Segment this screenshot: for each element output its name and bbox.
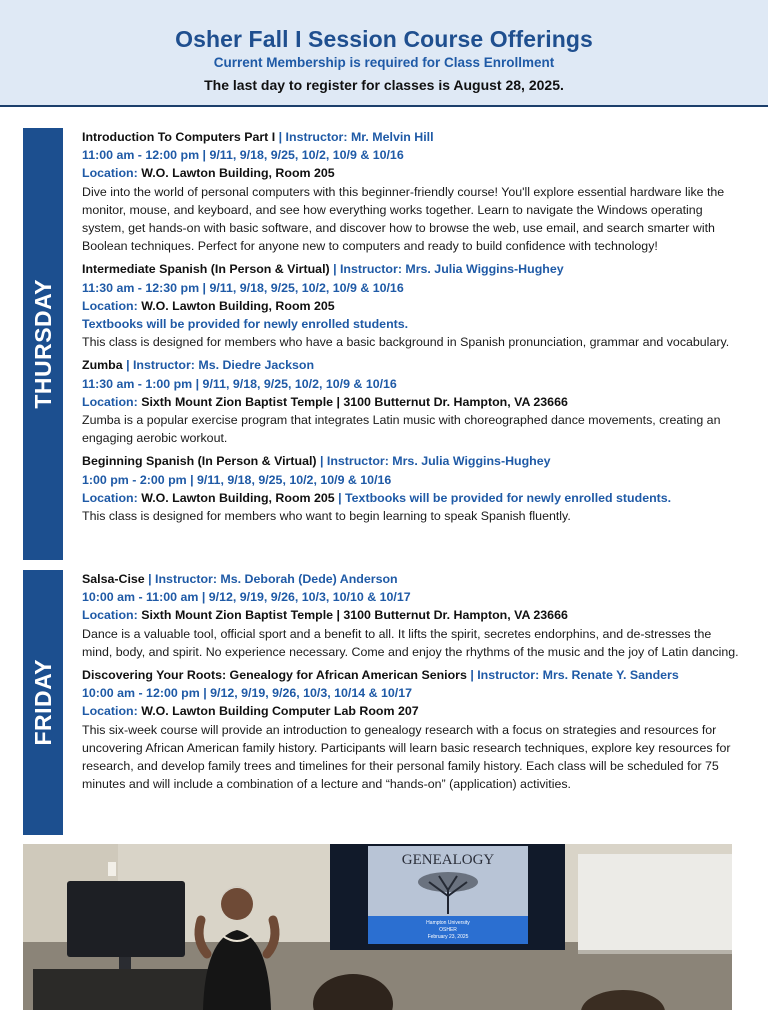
course-location: W.O. Lawton Building Computer Lab Room 207 [137,704,419,719]
thursday-courses [63,128,743,560]
tree-canopy [418,872,478,892]
course-instructor: | Instructor: Mrs. Julia Wiggins-Hughey [316,454,551,469]
location-label: Location: [82,166,138,181]
friday-day-bar [23,570,63,835]
page-header [0,0,768,107]
thursday-label: THURSDAY [29,279,56,409]
course-description: Dance is a valuable tool, official sport and a benefit to all. It lifts the spirit, secretes endorphins, and de-stresses the mind, body, and spirit. No experience necessary. Come and enjoy the rhythms of the music and the joy of Latin dancing. [82,626,739,659]
location-label: Location: [82,704,138,719]
course-intro-computers [82,128,743,255]
course-time: 10:00 am - 11:00 am | 9/12, 9/19, 9/26, 10/3, 10/10 & 10/17 [82,590,411,605]
course-title: Zumba [82,358,123,373]
friday-courses [63,570,743,835]
course-location: W.O. Lawton Building, Room 205 [137,166,335,181]
course-title: Salsa-Cise [82,572,145,586]
course-salsa-cise [82,570,743,661]
course-description: Zumba is a popular exercise program that integrates Latin music with choreographed dance movements, creating an engaging aerobic workout. [82,413,721,446]
course-description: Dive into the world of personal computers with this beginner-friendly course! You'll explore essential hardware like the monitor, mouse, and keyboard, and see how everything works together. Learn to navigate the Windows operating system, get hands-on with basic software, and discover how to browse the web, use email, and search smarter with Boolean techniques. Perfect for anyone new to computers and ready to build confidence with technology! [82,184,725,254]
course-time: 10:00 am - 12:00 pm | 9/12, 9/19, 9/26, 10/3, 10/14 & 10/17 [82,686,412,701]
course-zumba [82,356,743,447]
course-time: 11:00 am - 12:00 pm | 9/11, 9/18, 9/25, 10/2, 10/9 & 10/16 [82,148,404,163]
course-description: This class is designed for members who have a basic background in Spanish pronunciation, grammar and vocabulary. [82,335,730,350]
membership-notice: Current Membership is required for Class Enrollment [213,55,555,70]
course-instructor: | Instructor: Mrs. Julia Wiggins-Hughey [329,262,564,277]
course-title: Discovering Your Roots: Genealogy for African American Seniors [82,668,467,683]
course-title: Intermediate Spanish (In Person & Virtual) [82,262,330,277]
location-label: Location: [82,298,138,313]
slide-line-1: Hampton University [426,920,470,926]
whiteboard [578,854,732,952]
course-beginning-spanish [82,452,743,525]
classroom-photo [23,844,732,1010]
lectern [33,969,228,1010]
course-description: This six-week course will provide an introduction to genealogy research with a focus on strategies and resources for uncovering African American family history. Participants will learn basic research techniques, explore key resources for research, and develop family trees and timelines for their personal family history. Each class will be scheduled for 75 minutes and will include a combination of a lecture and “hands-on” (application) activities. [82,722,731,792]
light-switch [108,862,116,876]
monitor-stand [119,957,131,971]
course-time: 11:30 am - 1:00 pm | 9/11, 9/18, 9/25, 10/2, 10/9 & 10/16 [82,376,397,391]
slide-line-3: February 23, 2025 [427,934,469,940]
classroom-photo-illustration [23,844,732,1010]
course-location: W.O. Lawton Building, Room 205 [137,490,335,505]
course-location: Sixth Mount Zion Baptist Temple | 3100 Butternut Dr. Hampton, VA 23666 [137,608,568,623]
course-instructor: | Instructor: Ms. Deborah (Dede) Anderson [144,572,398,586]
course-title: Introduction To Computers Part I [82,130,276,144]
course-title: Beginning Spanish (In Person & Virtual) [82,454,317,469]
course-instructor: | Instructor: Mrs. Renate Y. Sanders [466,668,679,683]
course-genealogy [82,666,743,793]
location-label: Location: [82,490,138,505]
slide-line-2: OSHER [439,927,457,933]
location-label: Location: [82,394,138,409]
thursday-day-bar [23,128,63,560]
course-instructor: | Instructor: Mr. Melvin Hill [275,130,434,144]
registration-deadline: The last day to register for classes is August 28, 2025. [204,77,564,93]
whiteboard-tray [578,950,732,954]
thursday-section [23,128,743,560]
course-description: This class is designed for members who want to begin learning to speak Spanish fluently. [82,509,571,524]
course-intermediate-spanish [82,260,743,351]
textbook-note: | Textbooks will be provided for newly enrolled students. [334,490,672,505]
location-label: Location: [82,608,138,623]
page-title: Osher Fall I Session Course Offerings [175,26,593,52]
course-instructor: | Instructor: Ms. Diedre Jackson [122,358,315,373]
course-time: 1:00 pm - 2:00 pm | 9/11, 9/18, 9/25, 10/2, 10/9 & 10/16 [82,472,392,487]
friday-section [23,570,743,835]
computer-monitor [67,881,185,957]
textbook-note: Textbooks will be provided for newly enrolled students. [82,317,409,332]
friday-label: FRIDAY [29,659,56,746]
presenter-head [221,888,253,920]
course-location: Sixth Mount Zion Baptist Temple | 3100 Butternut Dr. Hampton, VA 23666 [137,394,568,409]
course-time: 11:30 am - 12:30 pm | 9/11, 9/18, 9/25, 10/2, 10/9 & 10/16 [82,280,404,295]
slide-title: GENEALOGY [401,852,495,868]
course-location: W.O. Lawton Building, Room 205 [137,298,335,313]
